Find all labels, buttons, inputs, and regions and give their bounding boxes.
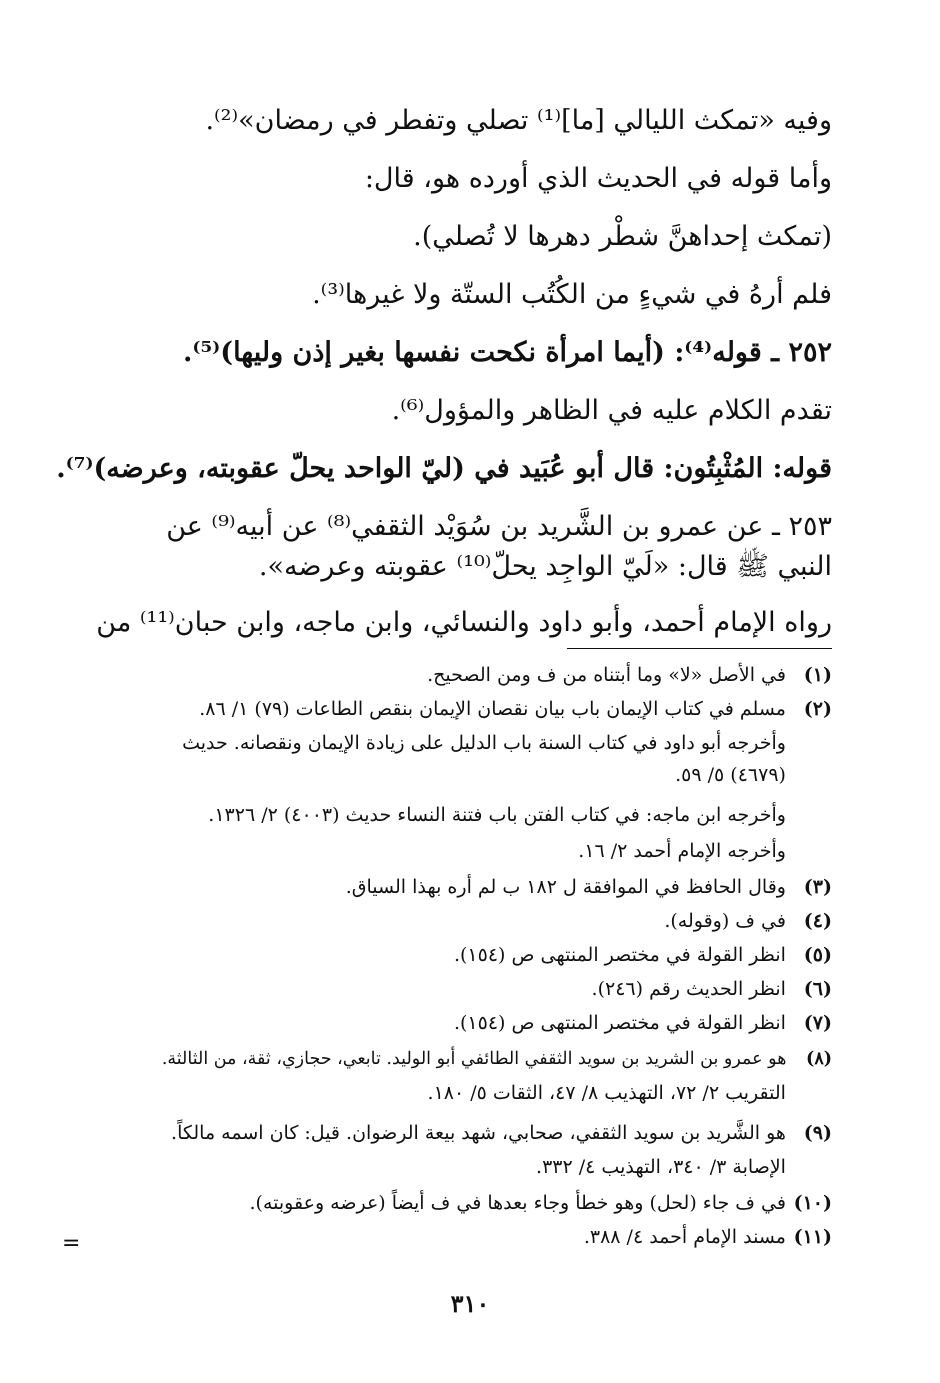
text-line: تقدم الكلام عليه في الظاهر والمؤول⁽⁶⁾. xyxy=(391,395,832,426)
footnote-text: الإصابة ٣/ ٣٤٠، التهذيب ٤/ ٣٣٢. xyxy=(536,1156,786,1178)
footnote xyxy=(102,870,832,904)
footnote-number: (٥) xyxy=(803,944,832,966)
footnote-continuation xyxy=(102,798,832,832)
footnote xyxy=(102,938,832,972)
footnote-number: (١) xyxy=(803,664,832,686)
footnote-number: (١٠) xyxy=(793,1192,832,1214)
footnote-text: هو عمرو بن الشريد بن سويد الثقفي الطائفي أبو الوليد. تابعي، حجازي، ثقة، من الثالثة. xyxy=(161,1049,787,1069)
footnote-continuation xyxy=(102,758,832,792)
footnote-text: (٤٦٧٩) ٥/ ٥٩. xyxy=(675,764,786,786)
footnote-number: (٦) xyxy=(803,978,832,1000)
footnote xyxy=(102,658,832,692)
quoted-hadith-line: (تمكث إحداهنَّ شطْر دهرها لا تُصلي). xyxy=(413,221,832,252)
footnote xyxy=(102,1116,832,1150)
footnote-number: (٨) xyxy=(806,1049,832,1069)
footnote-text: وأخرجه الإمام أحمد ٢/ ١٦. xyxy=(578,840,786,862)
footnote-text: وقال الحافظ في الموافقة ل ١٨٢ ب لم أره بهذا السياق. xyxy=(345,876,786,898)
footnote-continuation xyxy=(102,1150,832,1184)
footnote-number: (٣) xyxy=(803,876,832,898)
footnote xyxy=(102,904,832,938)
footnote-text: انظر الحديث رقم (٢٤٦). xyxy=(591,978,786,1000)
footnote-text: مسند الإمام أحمد ٤/ ٣٨٨. xyxy=(583,1226,786,1248)
footnote-text: التقريب ٢/ ٧٢، التهذيب ٨/ ٤٧، الثقات ٥/ ١٨٠. xyxy=(427,1082,786,1104)
footnote-number: (٤) xyxy=(803,910,832,932)
footnote-number: (٢) xyxy=(803,698,832,720)
footnote xyxy=(102,1186,832,1220)
entry-252-heading: ٢٥٢ ـ قوله⁽⁴⁾: (أيما امرأة نكحت نفسها بغير إذن وليها)⁽⁵⁾. xyxy=(182,337,832,368)
footnote-text: هو الشَّريد بن سويد الثقفي، صحابي، شهد بيعة الرضوان. قيل: كان اسمه مالكاً. xyxy=(171,1122,786,1144)
footnote-text: انظر القولة في مختصر المنتهى ص (١٥٤). xyxy=(453,1012,786,1034)
footnote xyxy=(102,1220,832,1254)
footnote-text: في الأصل «لا» وما أبتناه من ف ومن الصحيح. xyxy=(427,664,786,686)
footnote-text: في ف (وقوله). xyxy=(664,910,786,932)
footnote-text: في ف جاء (لحل) وهو خطأ وجاء بعدها في ف أيضاً (عرضه وعقوبته). xyxy=(249,1192,786,1214)
text-line: فلم أرهُ في شيءٍ من الكُتُب الستّة ولا غيرها⁽³⁾. xyxy=(312,279,832,310)
text-line: وفيه «تمكث الليالي [ما]⁽¹⁾ تصلي وتفطر في رمضان»⁽²⁾. xyxy=(205,105,832,136)
text-line: وأما قوله في الحديث الذي أورده هو، قال: xyxy=(364,163,832,194)
footnote-continuation xyxy=(102,726,832,760)
footnote-text: انظر القولة في مختصر المنتهى ص (١٥٤). xyxy=(453,944,786,966)
footnote-number: (٧) xyxy=(803,1012,832,1034)
footnote xyxy=(102,692,832,726)
footnote-text: وأخرجه أبو داود في كتاب السنة باب الدليل على زيادة الإيمان ونقصانه. حديث xyxy=(182,732,786,754)
footnote-continuation xyxy=(102,834,832,868)
footnote xyxy=(102,1042,832,1076)
margin-mark: = xyxy=(62,1231,81,1256)
footnote-text: وأخرجه ابن ماجه: في كتاب الفتن باب فتنة النساء حديث (٤٠٠٣) ٢/ ١٣٢٦. xyxy=(208,804,786,826)
text-line: رواه الإمام أحمد، وأبو داود والنسائي، وابن ماجه، وابن حبان⁽¹¹⁾ من xyxy=(96,607,832,638)
footnote xyxy=(102,1006,832,1040)
footnote-separator xyxy=(567,648,832,649)
footnote-continuation xyxy=(102,1076,832,1110)
footnote-text: مسلم في كتاب الإيمان باب بيان نقصان الإيمان بنقص الطاعات (٧٩) ١/ ٨٦. xyxy=(199,698,786,720)
hadith-text-line: النبي ﷺ قال: «لَيّ الواجِد يحلّ⁽¹⁰⁾ عقوبته وعرضه». xyxy=(258,551,832,582)
footnote xyxy=(102,972,832,1006)
entry-253-line: ٢٥٣ ـ عن عمرو بن الشَّريد بن سُوَيْد الثقفي⁽⁸⁾ عن أبيه⁽⁹⁾ عن xyxy=(166,511,832,542)
muthbitun-heading: قوله: المُثْبِتُون: قال أبو عُبَيد في (ليّ الواحد يحلّ عقوبته، وعرضه)⁽⁷⁾. xyxy=(56,453,832,484)
page-number: ٣١٠ xyxy=(450,1289,490,1318)
footnote-number: (٩) xyxy=(803,1122,832,1144)
footnote-number: (١١) xyxy=(793,1226,832,1248)
